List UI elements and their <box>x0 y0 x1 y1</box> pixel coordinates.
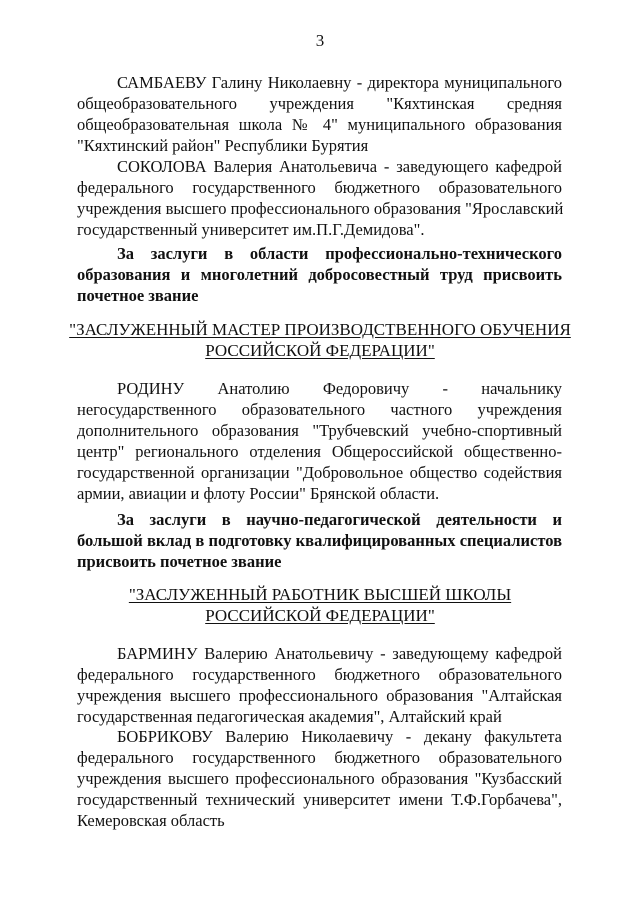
text-line: центр" регионального отделения Общероссийской общественно- <box>77 442 562 461</box>
award-entry-sokolov <box>77 156 562 240</box>
text-line: федерального государственного бюджетного образовательного <box>77 748 562 767</box>
text-line: общеобразовательного учреждения "Кяхтинская средняя <box>77 94 562 113</box>
text-line: армии, авиации и флоту России" Брянской области. <box>77 484 440 503</box>
decree-statement-1 <box>77 243 562 306</box>
title-line: "ЗАСЛУЖЕННЫЙ МАСТЕР ПРОИЗВОДСТВЕННОГО ОБУЧЕНИЯ <box>69 320 571 339</box>
text-line: учреждения высшего профессионального образования "Алтайская <box>77 686 562 705</box>
text-line: государственной организации "Добровольное общество содействия <box>77 463 562 482</box>
honorary-title-2 <box>0 584 640 626</box>
text-line: общеобразовательная школа № 4" муниципального образования <box>77 115 562 134</box>
award-entry-bobrikov <box>77 726 562 831</box>
text-line: государственный университет им.П.Г.Демидова". <box>77 220 425 239</box>
honorary-title-1 <box>0 319 640 361</box>
decree-statement-2 <box>77 509 562 572</box>
title-line: РОССИЙСКОЙ ФЕДЕРАЦИИ" <box>205 341 435 360</box>
text-line: дополнительного образования "Трубчевский учебно-спортивный <box>77 421 562 440</box>
text-line: БОБРИКОВУ Валерию Николаевичу - декану факультета <box>117 727 562 746</box>
title-line: "ЗАСЛУЖЕННЫЙ РАБОТНИК ВЫСШЕЙ ШКОЛЫ <box>128 585 512 604</box>
title-line: РОССИЙСКОЙ ФЕДЕРАЦИИ" <box>205 606 435 625</box>
text-line: негосударственного образовательного частного учреждения <box>77 400 562 419</box>
text-line: Кемеровская область <box>77 811 225 830</box>
text-line: РОДИНУ Анатолию Федоровичу - начальнику <box>117 379 562 398</box>
text-line: учреждения высшего профессионального образования "Кузбасский <box>77 769 562 788</box>
text-line: присвоить почетное звание <box>77 552 282 571</box>
page-number: 3 <box>315 31 325 50</box>
text-line: образования и многолетний добросовестный труд присвоить <box>77 265 562 284</box>
text-line: почетное звание <box>77 286 199 305</box>
text-line: За заслуги в научно-педагогической деятельности и <box>117 510 562 529</box>
text-line: государственная педагогическая академия", Алтайский край <box>77 707 502 726</box>
text-line: федерального государственного бюджетного образовательного <box>77 665 562 684</box>
text-line: БАРМИНУ Валерию Анатольевичу - заведующему кафедрой <box>117 644 562 663</box>
text-line: СОКОЛОВА Валерия Анатольевича - заведующего кафедрой <box>117 157 562 176</box>
text-line: За заслуги в области профессионально-технического <box>117 244 562 263</box>
award-entry-sambaeva <box>77 72 562 156</box>
text-line: "Кяхтинский район" Республики Бурятия <box>77 136 369 155</box>
text-line: государственный технический университет имени Т.Ф.Горбачева", <box>77 790 562 809</box>
text-line: федерального государственного бюджетного образовательного <box>77 178 562 197</box>
award-entry-barmin <box>77 643 562 727</box>
award-entry-rodin <box>77 378 562 504</box>
text-line: учреждения высшего профессионального образования "Ярославский <box>77 199 564 218</box>
text-line: САМБАЕВУ Галину Николаевну - директора муниципального <box>117 73 562 92</box>
text-line: большой вклад в подготовку квалифицированных специалистов <box>77 531 562 550</box>
